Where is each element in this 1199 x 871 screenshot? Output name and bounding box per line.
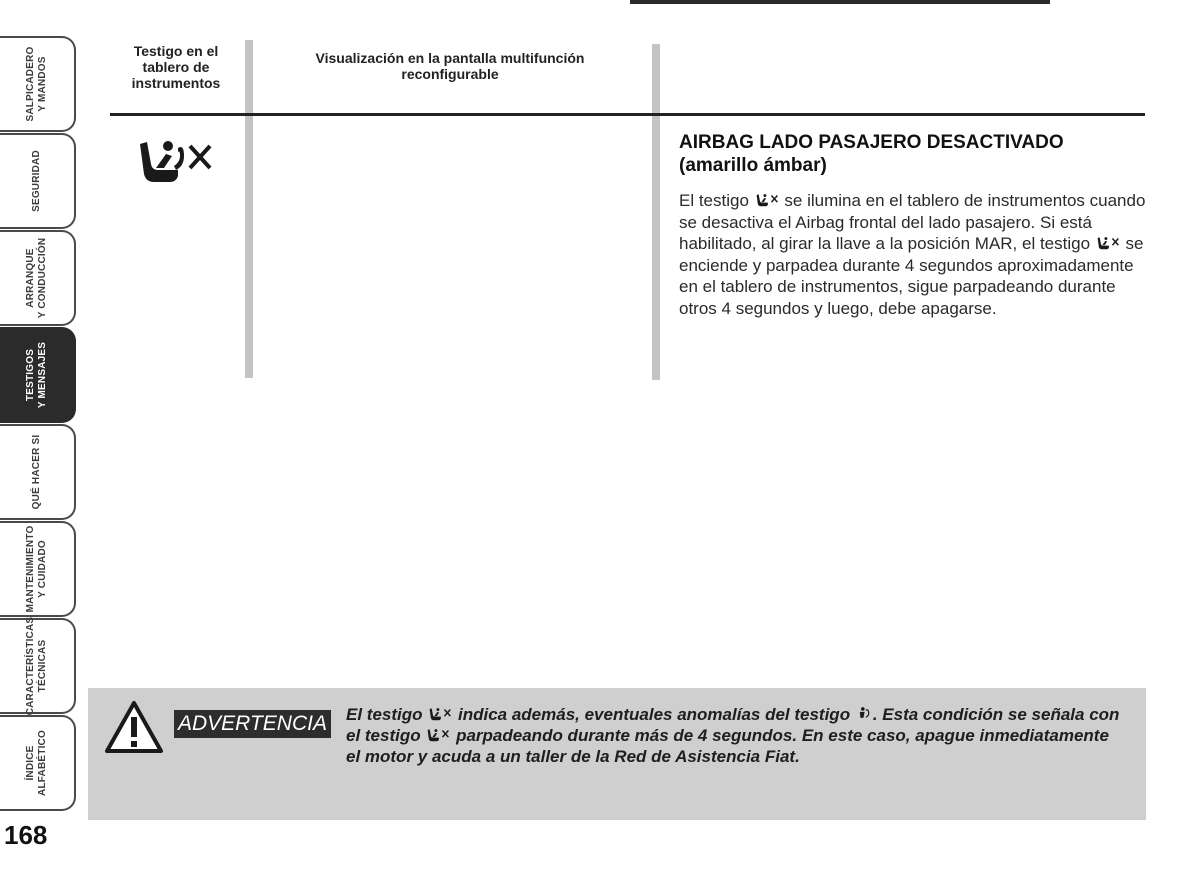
page-number: 168 <box>4 820 48 850</box>
airbag-fault-icon <box>855 706 873 722</box>
top-decorative-rule <box>630 0 1050 4</box>
side-tab-label: MANTENIMIENTO Y CUIDADO <box>25 525 48 613</box>
side-tab-label: ÍNDICE ALFABÉTICO <box>25 730 48 796</box>
side-tab-label: SEGURIDAD <box>31 150 42 212</box>
table-header-indicator: Testigo en el tablero de instrumentos <box>131 43 221 91</box>
table-header-display: Visualización en la pantalla multifunción reconfigurable <box>315 50 585 82</box>
warning-triangle-icon <box>104 700 164 754</box>
side-tabs <box>0 36 76 812</box>
warning-box <box>88 688 1146 820</box>
side-tab-arranque[interactable] <box>0 230 76 326</box>
airbag-passenger-off-icon <box>427 706 453 722</box>
side-tab-salpicadero[interactable] <box>0 36 76 132</box>
side-tab-label: CARACTERÍSTICAS TÉCNICAS <box>25 616 48 716</box>
side-tab-que-hacer-si[interactable] <box>0 424 76 520</box>
side-tab-testigos[interactable] <box>0 327 76 423</box>
side-tab-label: QUÉ HACER SI <box>31 434 42 510</box>
side-tab-label: ARRANQUE Y CONDUCCIÓN <box>25 237 48 319</box>
warning-light-title: AIRBAG LADO PASAJERO DESACTIVADO (amarillo ámbar) <box>679 132 1064 176</box>
warning-text: El testigo indica además, eventuales anomalías del testigo . Esta condición se señala con el testigo parpadeando durante más de 4 segundos. En este caso, apague inmediatamente el motor y acuda a un taller de la Red de Asistencia Fiat. <box>346 705 1120 766</box>
airbag-passenger-off-icon <box>754 192 780 208</box>
airbag-passenger-off-icon <box>134 134 216 188</box>
side-tab-caracteristicas[interactable] <box>0 618 76 714</box>
warning-light-description: El testigo se ilumina en el tablero de instrumentos cuando se desactiva el Airbag frontal del lado pasajero. Si está habilitado, al girar la llave a la posición MAR, el testigo se enciende y parpadea durante 4 segundos aproximadamente en el tablero de instrumentos, sigue parpadeando durante otros 4 segundos y luego, debe apagarse. <box>679 191 1146 318</box>
airbag-passenger-off-icon <box>1095 235 1121 251</box>
side-tab-indice[interactable] <box>0 715 76 811</box>
side-tab-seguridad[interactable] <box>0 133 76 229</box>
header-rule <box>110 113 1145 116</box>
side-tab-label: SALPICADERO Y MANDOS <box>25 46 48 122</box>
side-tab-mantenimiento[interactable] <box>0 521 76 617</box>
airbag-passenger-off-icon <box>425 727 451 743</box>
warning-label: ADVERTENCIA <box>174 710 331 738</box>
column-divider <box>245 40 253 378</box>
side-tab-label: TESTIGOS Y MENSAJES <box>25 341 48 409</box>
column-divider <box>652 44 660 380</box>
